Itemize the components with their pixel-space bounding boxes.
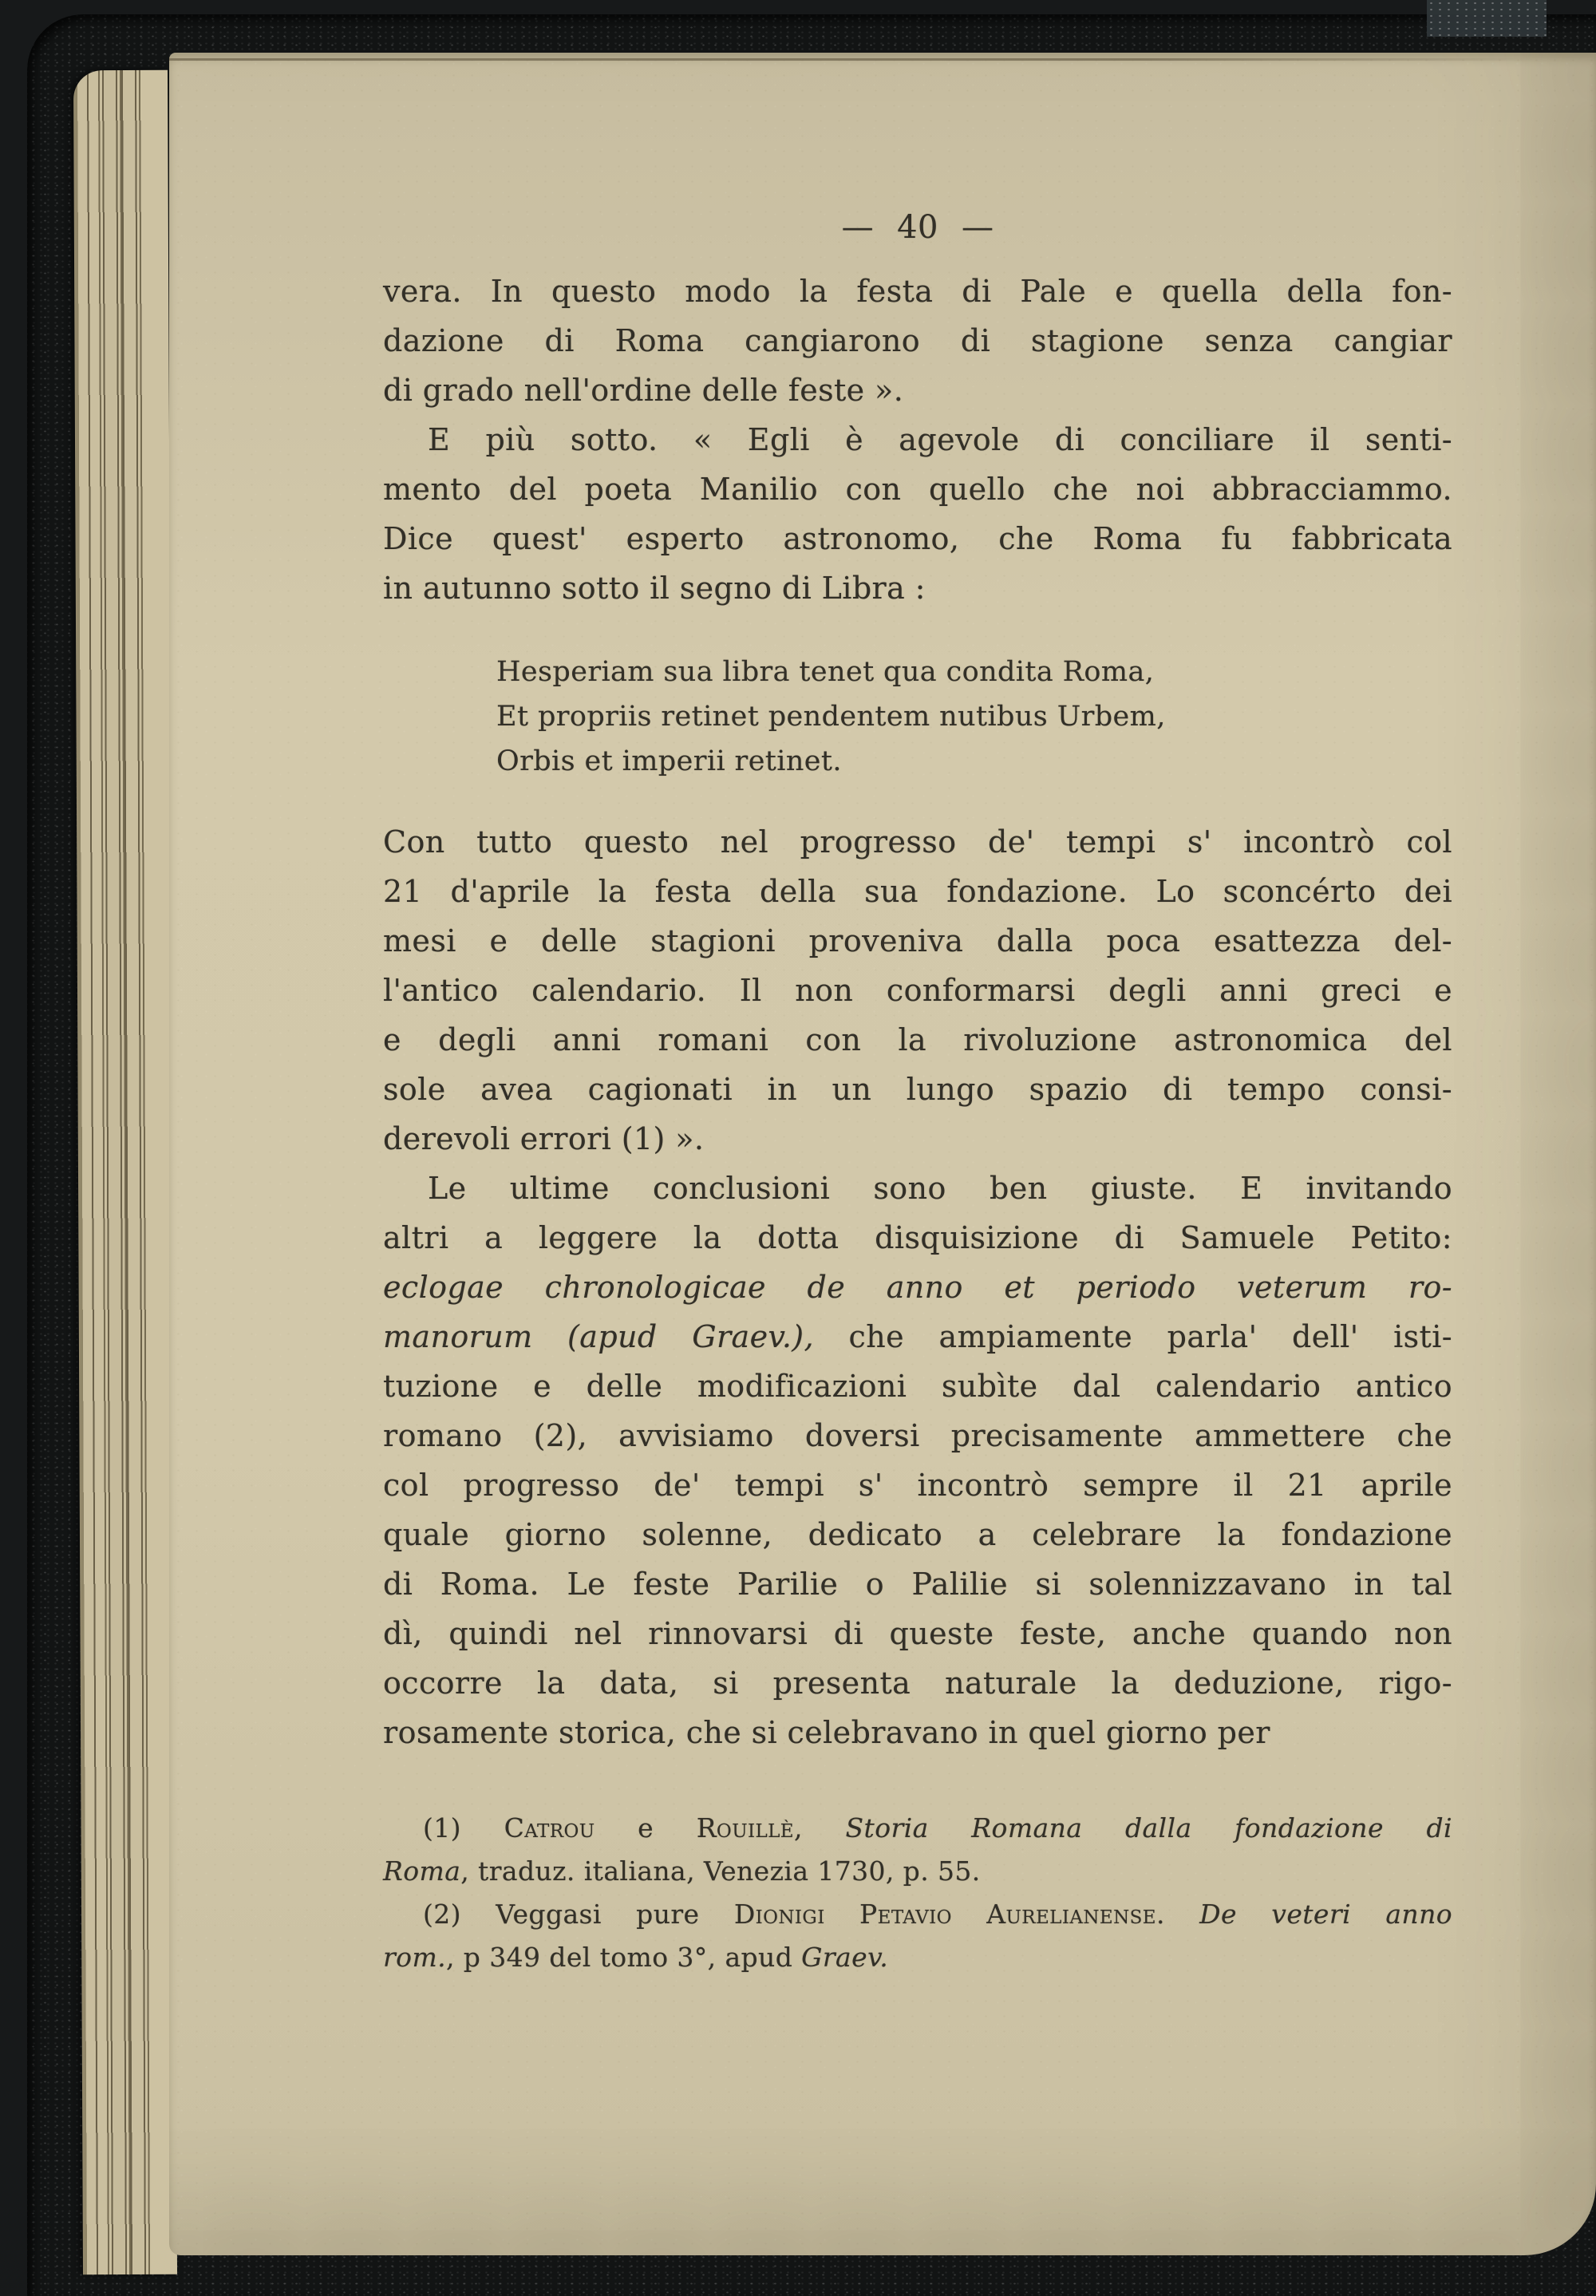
text-run: romano (2), avvisiamo doversi precisamente ammettere che bbox=[383, 1418, 1452, 1453]
text-run: (1) bbox=[423, 1812, 504, 1844]
text-line bbox=[383, 464, 1452, 514]
text-run: 21 d'aprile la festa della sua fondazione. Lo sconcérto dei bbox=[383, 874, 1452, 909]
text-run: rom. bbox=[383, 1942, 447, 1973]
text-line bbox=[383, 817, 1452, 867]
text-line bbox=[383, 1114, 1452, 1164]
text-run: l'antico calendario. Il non conformarsi degli anni greci e bbox=[383, 973, 1452, 1008]
text-run: quale giorno solenne, dedicato a celebrare la fondazione bbox=[383, 1517, 1452, 1552]
text-run: Le ultime conclusioni sono ben giuste. E invitando bbox=[428, 1171, 1452, 1206]
text-run: De veteri anno bbox=[1199, 1899, 1452, 1930]
text-run: di grado nell'ordine delle feste ». bbox=[383, 373, 904, 408]
text-run: occorre la data, si presenta naturale la deduzione, rigo- bbox=[383, 1666, 1452, 1701]
text-run: Storia Romana dalla fondazione di bbox=[845, 1812, 1452, 1844]
text-line bbox=[383, 916, 1452, 966]
text-run: , traduz. italiana, Venezia 1730, p. 55. bbox=[460, 1855, 981, 1887]
text-run: rosamente storica, che si celebravano in quel giorno per bbox=[383, 1715, 1270, 1750]
text-run: Roma bbox=[383, 1855, 461, 1887]
text-line bbox=[383, 1460, 1452, 1510]
text-run: vera. In questo modo la festa di Pale e quella della fon- bbox=[383, 274, 1452, 309]
text-run: mento del poeta Manilio con quello che noi abbracciammo. bbox=[383, 472, 1452, 507]
text-run: e bbox=[595, 1812, 697, 1844]
text-line bbox=[383, 1559, 1452, 1609]
text-line bbox=[383, 267, 1452, 316]
text-run: Rouillè bbox=[696, 1812, 794, 1844]
text-run: (2) Veggasi pure bbox=[423, 1899, 734, 1930]
text-line bbox=[383, 1213, 1452, 1263]
text-line bbox=[383, 1361, 1452, 1411]
text-line bbox=[496, 739, 1452, 784]
text-run: E più sotto. « Egli è agevole di conciliare il senti- bbox=[428, 422, 1452, 457]
footnote-2 bbox=[383, 1893, 1452, 1979]
text-line bbox=[383, 1411, 1452, 1460]
text-line bbox=[383, 1850, 1452, 1893]
text-line bbox=[383, 1609, 1452, 1658]
cover-shine-patch bbox=[1427, 0, 1547, 37]
text-run: di Roma. Le feste Parilie o Palilie si solennizzavano in tal bbox=[383, 1567, 1452, 1602]
text-run: Dice quest' esperto astronomo, che Roma fu fabbricata bbox=[383, 521, 1452, 556]
paragraph-2 bbox=[383, 415, 1452, 613]
text-run: Orbis et imperii retinet. bbox=[496, 745, 842, 777]
text-line bbox=[383, 1065, 1452, 1114]
text-line bbox=[383, 366, 1452, 415]
text-line bbox=[383, 867, 1452, 916]
text-line bbox=[383, 1510, 1452, 1559]
text-run: Catrou bbox=[504, 1812, 595, 1844]
text-line bbox=[383, 1807, 1452, 1850]
page-top-edge bbox=[169, 58, 1596, 61]
text-line bbox=[383, 1164, 1452, 1213]
text-line bbox=[496, 650, 1452, 694]
text-run: eclogae chronologicae de anno et periodo veterum ro- bbox=[383, 1270, 1452, 1305]
text-run: altri a leggere la dotta disquisizione di Samuele Petito: bbox=[383, 1220, 1452, 1255]
footnotes bbox=[383, 1807, 1452, 1979]
text-column bbox=[383, 209, 1452, 1979]
text-run: tuzione e delle modificazioni subìte dal calendario antico bbox=[383, 1369, 1452, 1404]
page-number: — 40 — bbox=[841, 209, 994, 246]
book-page bbox=[169, 53, 1596, 2255]
text-run: sole avea cagionati in un lungo spazio di tempo consi- bbox=[383, 1072, 1452, 1107]
text-run: derevoli errori (1) ». bbox=[383, 1121, 705, 1156]
text-line bbox=[383, 1936, 1452, 1979]
text-line bbox=[383, 1893, 1452, 1936]
text-run: manorum (apud Graev.), bbox=[383, 1319, 814, 1354]
text-line bbox=[383, 1263, 1452, 1312]
text-run: che ampiamente parla' dell' isti- bbox=[814, 1319, 1452, 1354]
text-line bbox=[383, 1658, 1452, 1708]
text-line bbox=[383, 1708, 1452, 1757]
text-run: . bbox=[1156, 1899, 1200, 1930]
text-run: e degli anni romani con la rivoluzione astronomica del bbox=[383, 1022, 1452, 1057]
text-line bbox=[383, 1015, 1452, 1065]
text-run: col progresso de' tempi s' incontrò sempre il 21 aprile bbox=[383, 1468, 1452, 1503]
text-line bbox=[383, 563, 1452, 613]
page-stack-edges bbox=[73, 70, 177, 2274]
text-run: , bbox=[794, 1812, 846, 1844]
text-line bbox=[383, 415, 1452, 464]
paragraph-3 bbox=[383, 817, 1452, 1164]
footnote-1 bbox=[383, 1807, 1452, 1893]
text-run: Con tutto questo nel progresso de' tempi s' incontrò col bbox=[383, 824, 1452, 860]
text-run: , p 349 del tomo 3°, apud bbox=[446, 1942, 802, 1973]
text-line bbox=[383, 316, 1452, 366]
text-line bbox=[383, 514, 1452, 563]
text-run: Dionigi Petavio Aurelianense bbox=[733, 1899, 1156, 1930]
paragraph-1 bbox=[383, 267, 1452, 415]
text-line bbox=[383, 966, 1452, 1015]
text-run: dazione di Roma cangiarono di stagione senza cangiar bbox=[383, 323, 1452, 358]
text-run: mesi e delle stagioni proveniva dalla poca esattezza del- bbox=[383, 923, 1452, 958]
text-run: dì, quindi nel rinnovarsi di queste feste, anche quando non bbox=[383, 1616, 1452, 1651]
text-run: in autunno sotto il segno di Libra : bbox=[383, 571, 926, 606]
text-line bbox=[383, 1312, 1452, 1361]
paragraph-4 bbox=[383, 1164, 1452, 1757]
text-line bbox=[496, 694, 1452, 739]
latin-quote bbox=[383, 650, 1452, 784]
text-run: Hesperiam sua libra tenet qua condita Roma, bbox=[496, 656, 1155, 688]
text-run: Graev. bbox=[801, 1942, 889, 1973]
text-run: Et propriis retinet pendentem nutibus Urbem, bbox=[496, 701, 1166, 733]
